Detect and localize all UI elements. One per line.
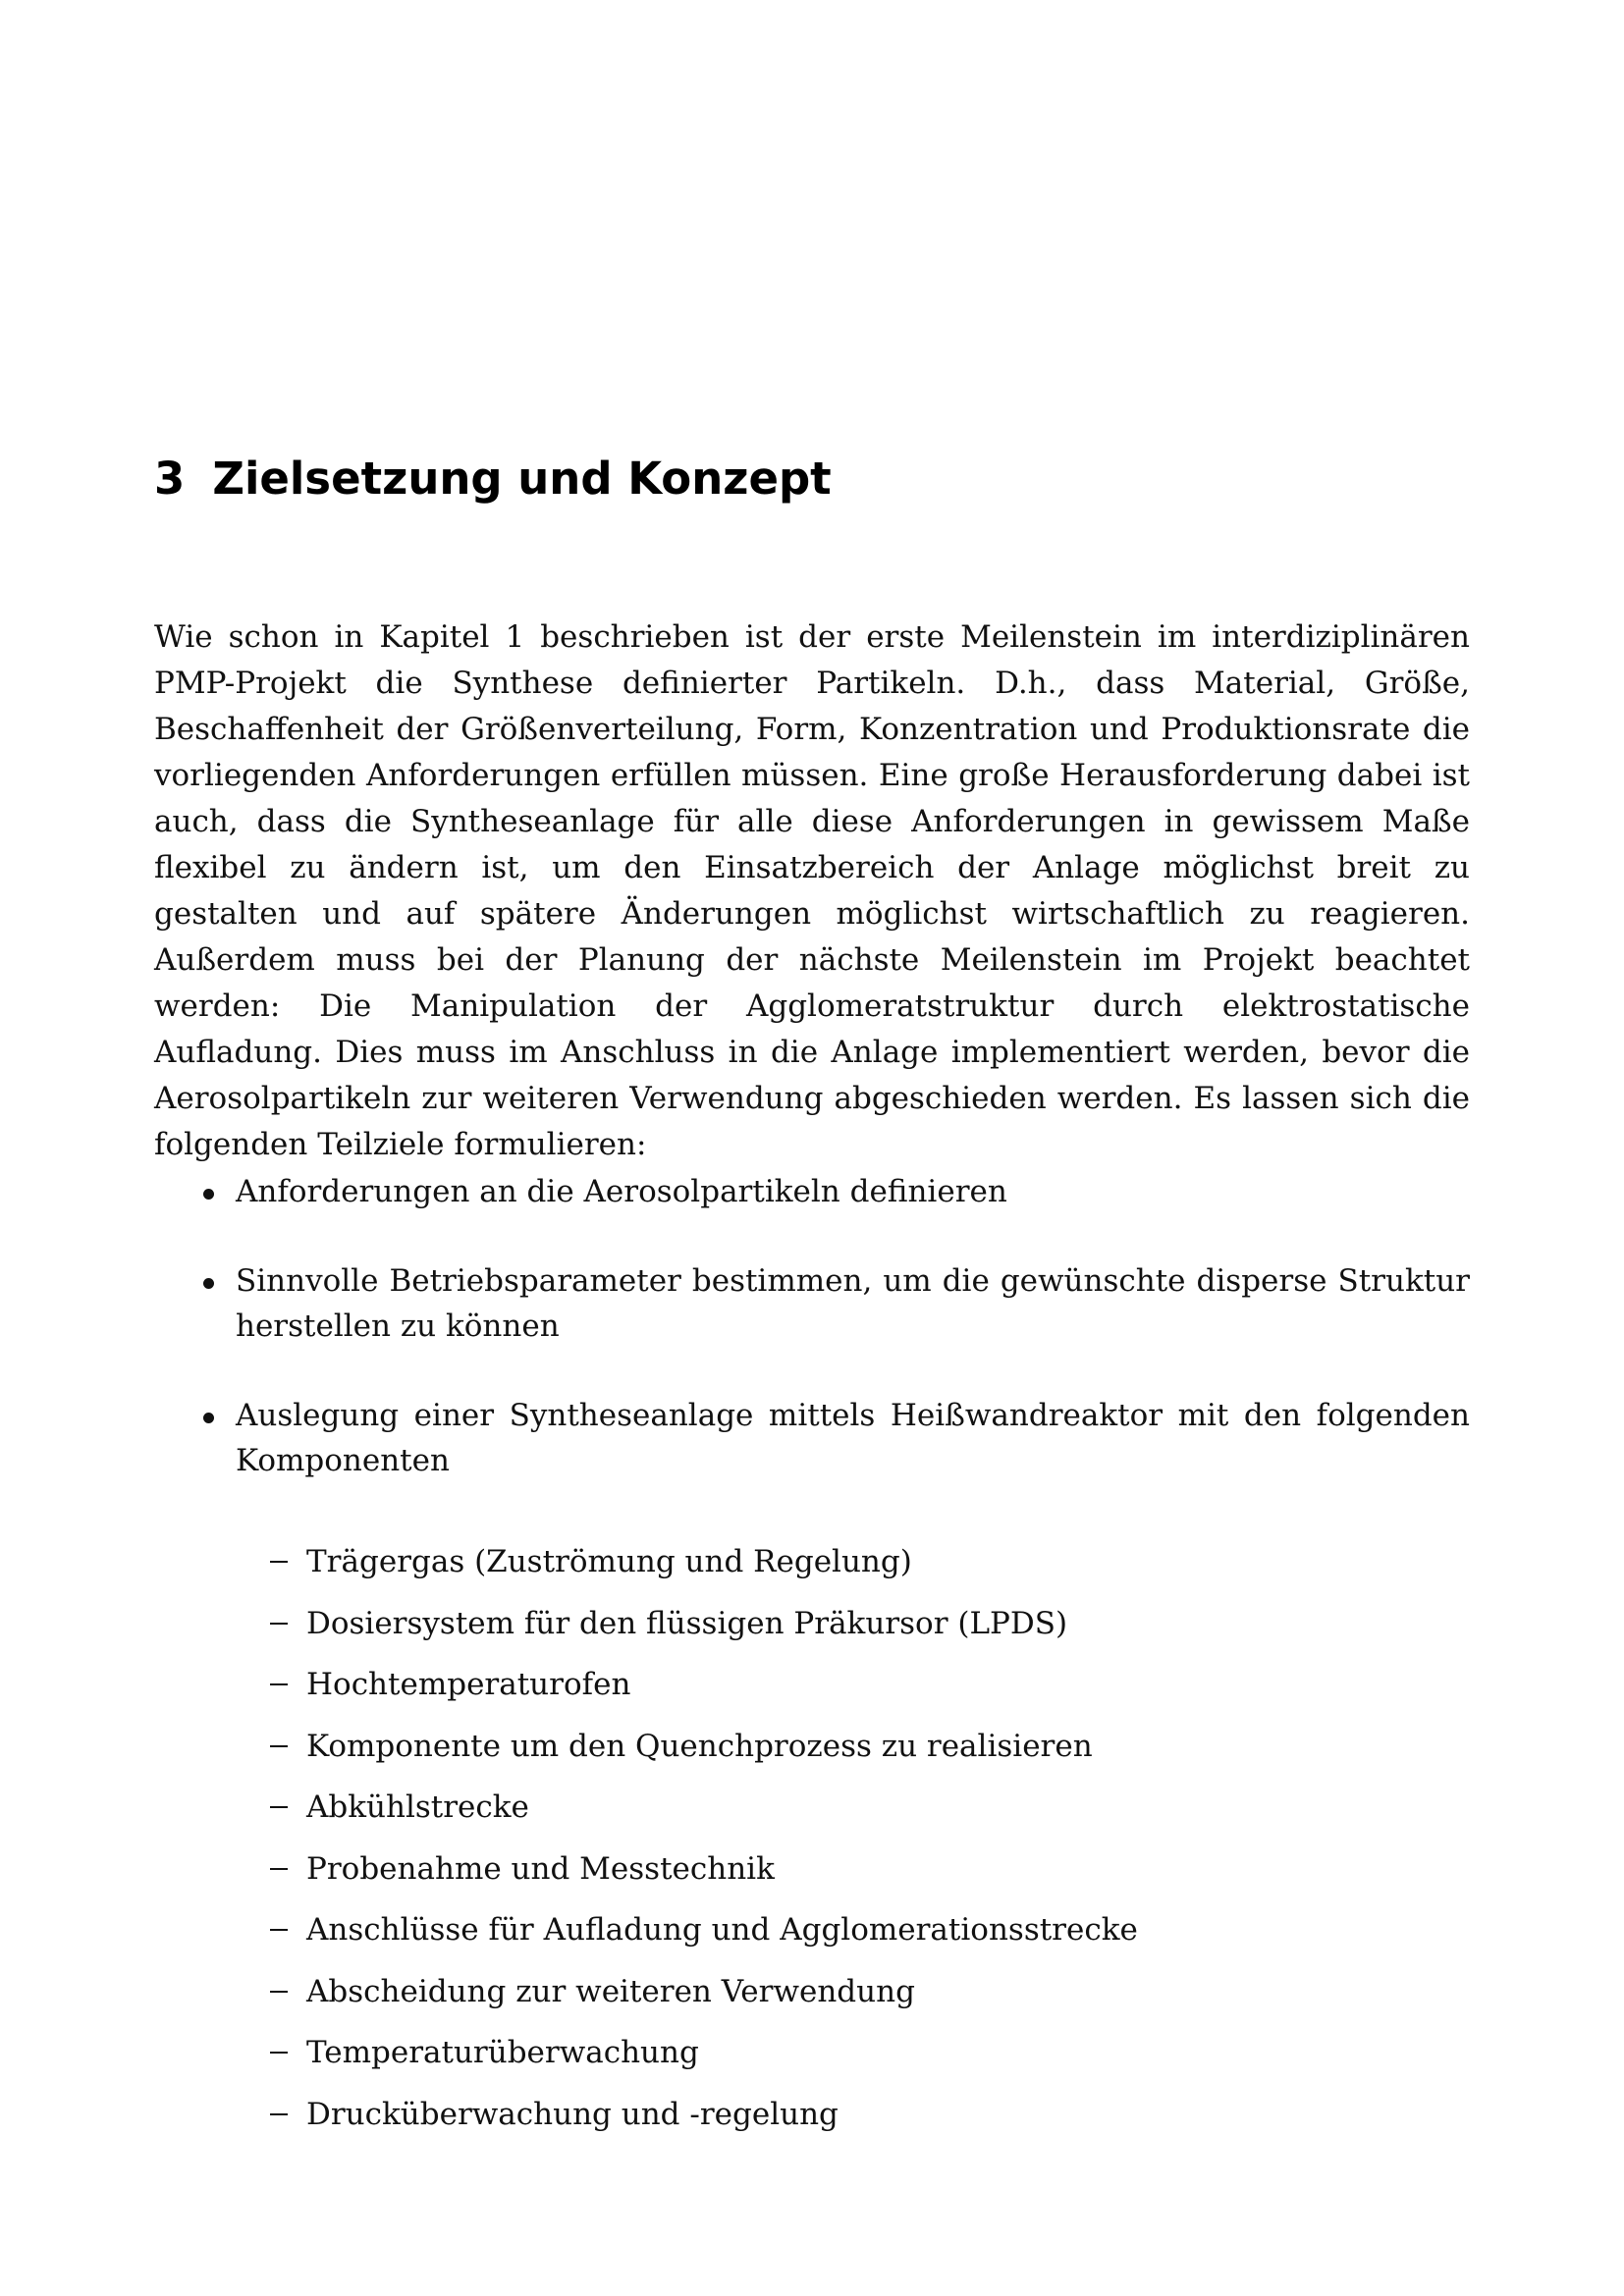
dash-icon — [270, 1745, 288, 1747]
dash-icon — [270, 2052, 288, 2054]
chapter-heading — [154, 450, 832, 508]
component-item — [154, 1654, 1470, 1716]
goal-item — [154, 1169, 1470, 1214]
component-text: Dosiersystem für den flüssigen Präkursor (LPDS) — [306, 1605, 1068, 1641]
component-item — [154, 1839, 1470, 1900]
component-item — [154, 1593, 1470, 1655]
component-text: Abscheidung zur weiteren Verwendung — [306, 1973, 915, 2009]
dash-icon — [270, 1683, 288, 1685]
goal-item — [154, 1258, 1470, 1349]
component-text: Komponente um den Quenchprozess zu realisieren — [306, 1728, 1093, 1764]
component-item — [154, 1716, 1470, 1778]
component-text: Anschlüsse für Aufladung und Agglomerationsstrecke — [306, 1912, 1138, 1948]
bullet-icon — [203, 1278, 214, 1289]
component-item — [154, 1531, 1470, 1593]
component-text: Temperaturüberwachung — [306, 2035, 699, 2070]
component-text: Trägergas (Zuströmung und Regelung) — [306, 1544, 912, 1579]
component-item — [154, 1777, 1470, 1839]
component-text: Abkühlstrecke — [306, 1789, 529, 1825]
dash-icon — [270, 2113, 288, 2115]
component-text: Drucküberwachung und -regelung — [306, 2096, 839, 2132]
component-item — [154, 2084, 1470, 2146]
components-list — [154, 1531, 1470, 2145]
goal-text: Anforderungen an die Aerosolpartikeln definieren — [236, 1174, 1007, 1209]
goal-item — [154, 1393, 1470, 1483]
chapter-title: Zielsetzung und Konzept — [212, 453, 832, 505]
component-text: Hochtemperaturofen — [306, 1667, 631, 1702]
component-item — [154, 1899, 1470, 1961]
goals-list — [154, 1169, 1470, 1527]
component-item — [154, 1961, 1470, 2023]
bullet-icon — [203, 1413, 214, 1423]
dash-icon — [270, 1929, 288, 1931]
intro-paragraph: Wie schon in Kapitel 1 beschrieben ist der erste Meilenstein im interdiziplinären PMP-Projekt die Synthese definierter Partikeln. D.h., dass Material, Größe, Beschaffenheit der Größenverteilung, Form, Konzentration und Produktionsrate die vorliegenden Anforderungen erfüllen müssen. Eine große Herausforderung dabei ist auch, dass die Syntheseanlage für alle diese Anforderungen in gewissem Maße flexibel zu ändern ist, um den Einsatzbereich der Anlage möglichst breit zu gestalten und auf spätere Änderungen möglichst wirtschaftlich zu reagieren. Außerdem muss bei der Planung der nächste Meilenstein im Projekt beachtet werden: Die Manipulation der Agglomeratstruktur durch elektrostatische Aufladung. Dies muss im Anschluss in die Anlage implementiert werden, bevor die Aerosolpartikeln zur weiteren Verwendung abgeschieden werden. Es lassen sich die folgenden Teilziele formulieren: — [154, 619, 1470, 1162]
dash-icon — [270, 1561, 288, 1563]
dash-icon — [270, 1868, 288, 1870]
bullet-icon — [203, 1189, 214, 1200]
dash-icon — [270, 1991, 288, 1993]
dash-icon — [270, 1623, 288, 1625]
chapter-number: 3 — [154, 453, 186, 505]
component-text: Probenahme und Messtechnik — [306, 1850, 775, 1887]
dash-icon — [270, 1806, 288, 1808]
component-item — [154, 2022, 1470, 2084]
goal-text: Sinnvolle Betriebsparameter bestimmen, um die gewünschte disperse Struktur herstellen zu können — [236, 1263, 1470, 1344]
goal-text: Auslegung einer Syntheseanlage mittels Heißwandreaktor mit den folgenden Komponenten — [236, 1398, 1470, 1478]
